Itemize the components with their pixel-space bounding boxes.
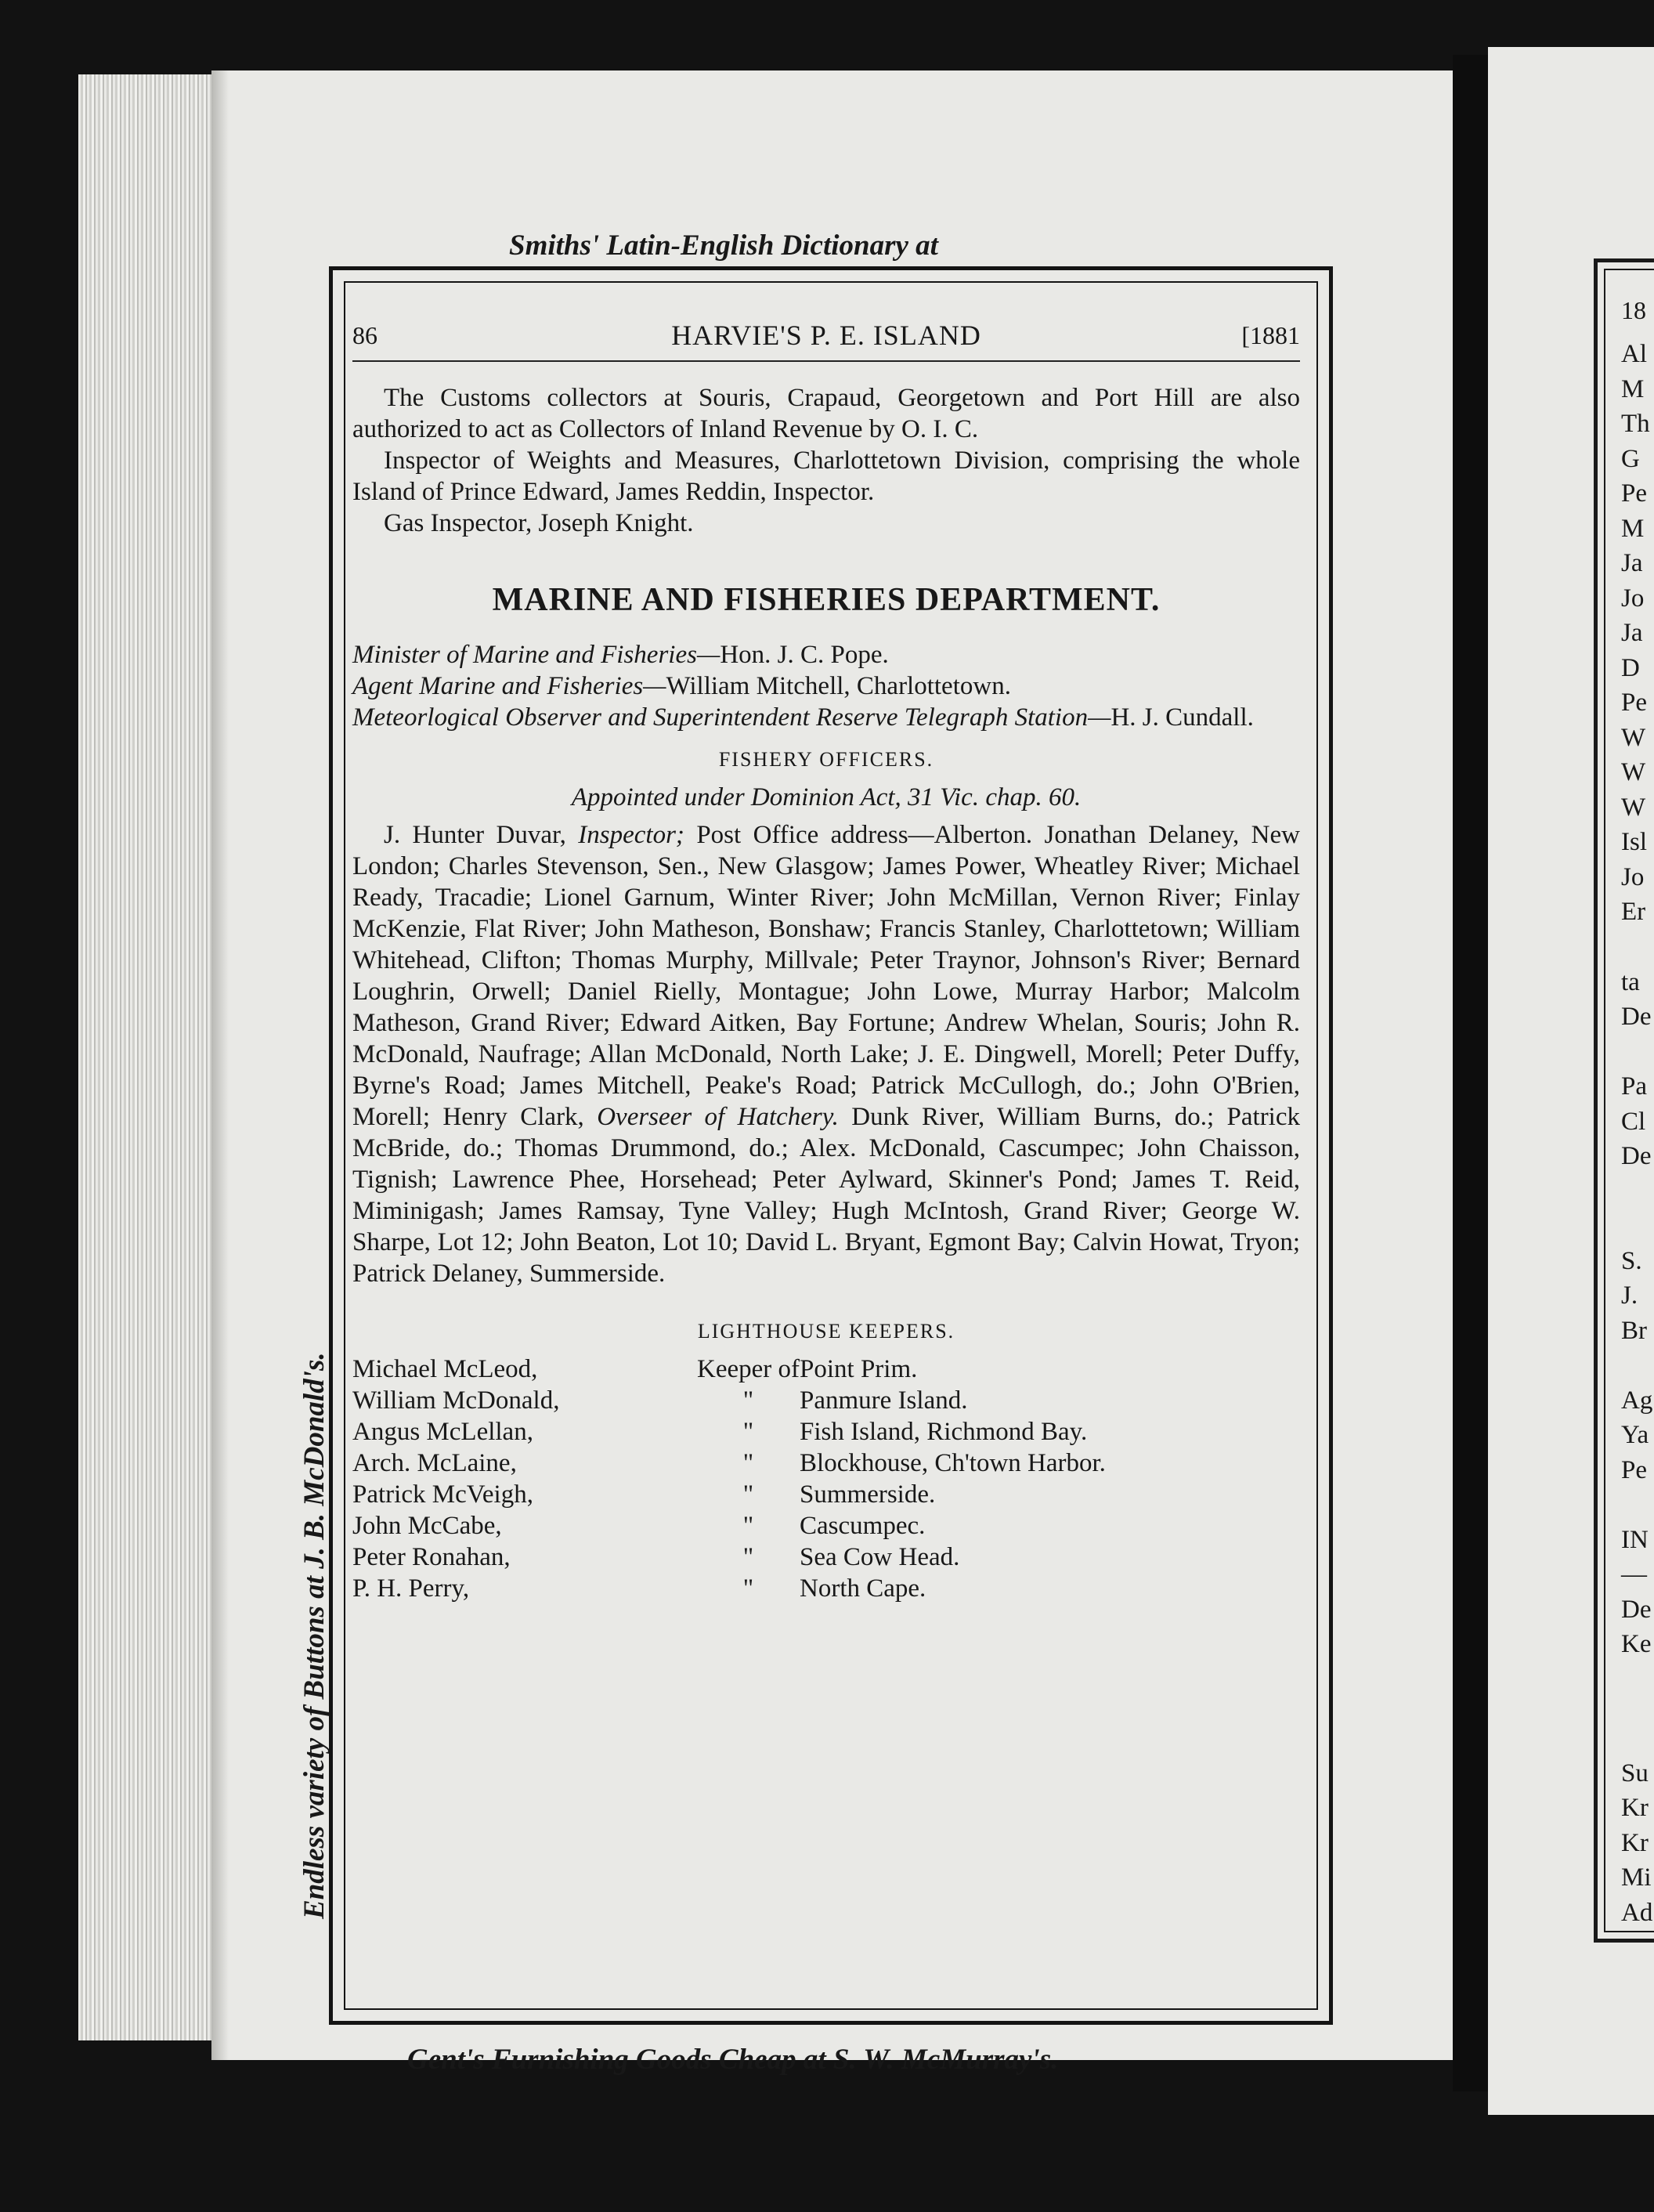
adjacent-line: Jo [1621,584,1645,613]
adjacent-line: Ya [1621,1421,1649,1449]
page-content [352,320,1300,1604]
keeper-row [352,1573,1300,1604]
fishery-text-mid: Post Office address—Alberton. Jonathan Delaney, New London; Charles Stevenson, Sen., New Glasgow; James Power, Wheatley River; Michael Ready, Tracadie; Lionel Garnum, Winter River; John McMillan, Vernon River; Finlay McKenzie, Flat River; John Matheson, Bonshaw; Francis Stanley, Charlottetown; William Whitehead, Clifton; Thomas Murphy, Millvale; Peter Traynor, Johnson's River; Bernard Loughrin, Orwell; Daniel Rielly, Montague; John Lowe, Murray Harbor; Malcolm Matheson, Grand River; Edward Aitken, Bay Fortune; Andrew Whelan, Souris; John R. McDonald, Naufrage; Allan McDonald, North Lake; J. E. Dingwell, Morell; Peter Duffy, Byrne's Road; James Mitchell, Peake's Road; Patrick McCullogh, do.; John O'Brien, Morell; Henry Clark, [352,821,1300,1131]
side-advertisement: Endless variety of Buttons at J. B. McDonald's. [298,1352,330,1919]
keeper-name: William McDonald, [352,1386,560,1415]
adjacent-line: Kr [1621,1828,1649,1857]
adjacent-line: W [1621,793,1646,822]
adjacent-line: Pe [1621,1455,1647,1484]
adjacent-line [1621,1174,1652,1209]
keeper-name: Patrick McVeigh, [352,1480,533,1509]
keeper-role: " [742,1574,754,1603]
keeper-name: John McCabe, [352,1512,502,1540]
minister-entry [352,639,1300,670]
adjacent-line: De [1621,1142,1652,1170]
overseer-role: Overseer of Hatchery. [597,1103,839,1131]
adjacent-line: Cl [1621,1107,1646,1136]
fishery-text-end: Dunk River, William Burns, do.; Patrick McBride, do.; Thomas Drummond, do.; Alex. McDonald, Cascumpec; John Chaisson, Tignish; Lawrence Phee, Horsehead; Peter Aylward, Skinner's Pond; James T. Reid, Miminigash; James Ramsay, Tyne Valley; Hugh McIntosh, Grand River; George W. Sharpe, Lot 12; John Beaton, Lot 10; David L. Bryant, Egmont Bay; Calvin Howat, Tryon; Patrick Delaney, Summerside. [352,1103,1300,1288]
keeper-place: Point Prim. [800,1355,918,1383]
minister-role: Minister of Marine and Fisheries— [352,641,720,669]
adjacent-line: Th [1621,410,1650,438]
observer-role: Meteorlogical Observer and Superintendent Reserve Telegraph Station— [352,703,1111,732]
adjacent-line: IN [1621,1525,1649,1554]
gas-paragraph: Gas Inspector, Joseph Knight. [384,509,694,537]
adjacent-line: S. [1621,1246,1642,1275]
adjacent-line [1621,1035,1652,1070]
keeper-place: Blockhouse, Ch'town Harbor. [800,1449,1106,1477]
keeper-role: " [742,1543,754,1571]
fishery-officers-list [352,819,1300,1289]
fishery-heading: FISHERY OFFICERS. [718,748,934,771]
adjacent-line: G [1621,444,1640,473]
adjacent-line: Ja [1621,619,1643,647]
adjacent-line: Isl [1621,828,1647,856]
keeper-place: Summerside. [800,1480,936,1509]
keeper-role: " [742,1386,754,1415]
minister-name: Hon. J. C. Pope. [720,641,889,669]
adjacent-line [1621,1209,1652,1244]
adjacent-line: M [1621,374,1645,403]
keeper-name: Peter Ronahan, [352,1543,511,1571]
adjacent-line: W [1621,723,1646,752]
keeper-role: " [742,1512,754,1540]
book-gutter [1453,55,1488,2091]
observer-entry [352,702,1300,733]
adjacent-line [1621,1487,1652,1523]
keeper-role: " [742,1418,754,1446]
keeper-place: Panmure Island. [800,1386,968,1415]
adjacent-line: Mi [1621,1863,1652,1892]
keeper-place: North Cape. [800,1574,926,1603]
keeper-row [352,1510,1300,1542]
agent-entry [352,670,1300,702]
keeper-row [352,1416,1300,1448]
keeper-name: P. H. Perry, [352,1574,470,1603]
top-advertisement: Smiths' Latin-English Dictionary at [509,230,938,262]
page-header [352,320,1300,362]
adjacent-page [1488,47,1654,2115]
adjacent-page-number: 18 [1621,296,1646,324]
adjacent-line: J. [1621,1281,1638,1310]
keeper-place: Fish Island, Richmond Bay. [800,1418,1088,1446]
keeper-place: Cascumpec. [800,1512,926,1540]
adjacent-line: Pe [1621,689,1647,717]
year: [1881 [1241,321,1300,349]
keeper-row [352,1479,1300,1510]
adjacent-line: De [1621,1595,1652,1624]
keeper-name: Angus McLellan, [352,1418,533,1446]
observer-name: H. J. Cundall. [1110,703,1254,732]
adjacent-line: Jo [1621,862,1645,891]
keeper-row [352,1385,1300,1416]
section-heading: MARINE AND FISHERIES DEPARTMENT. [492,582,1161,618]
adjacent-line: ta [1621,967,1640,996]
keeper-row [352,1448,1300,1479]
adjacent-line: Ag [1621,1386,1653,1415]
adjacent-line: Ad [1621,1898,1653,1927]
adjacent-line: Al [1621,340,1647,368]
page-number: 86 [352,321,377,349]
adjacent-line: D [1621,653,1640,682]
running-title: HARVIE'S P. E. ISLAND [671,320,981,351]
keeper-role: Keeper of [697,1355,800,1383]
adjacent-line: Pe [1621,479,1647,508]
lighthouse-keepers-table [352,1354,1300,1604]
adjacent-line: Ja [1621,549,1643,577]
adjacent-line: Kr [1621,1794,1649,1822]
lighthouse-heading: LIGHTHOUSE KEEPERS. [697,1320,955,1343]
adjacent-page-text [1621,337,1652,1930]
keeper-row [352,1542,1300,1573]
agent-name: William Mitchell, Charlottetown. [666,672,1011,700]
adjacent-line [1621,1348,1652,1383]
adjacent-line: Su [1621,1758,1649,1787]
fishery-note: Appointed under Dominion Act, 31 Vic. chap. 60. [571,783,1082,811]
adjacent-line: W [1621,758,1646,786]
adjacent-line: — [1621,1560,1647,1589]
adjacent-line: Pa [1621,1072,1647,1101]
keeper-name: Arch. McLaine, [352,1449,517,1477]
adjacent-line: Er [1621,898,1646,926]
customs-paragraph: The Customs collectors at Souris, Crapaud, Georgetown and Port Hill are also authorized to act as Collectors of Inland Revenue by O. I. C. [352,384,1300,443]
keeper-row [352,1354,1300,1385]
adjacent-line: De [1621,1003,1652,1031]
keeper-name: Michael McLeod, [352,1355,538,1383]
page-edges [78,74,211,2040]
inspector-role: Inspector; [578,821,684,849]
bottom-advertisement: Gent's Furnishing Goods Cheap at S. W. McMurray's. [407,2044,1059,2076]
adjacent-line: Br [1621,1316,1647,1345]
keeper-place: Sea Cow Head. [800,1543,960,1571]
keeper-role: " [742,1449,754,1477]
keeper-role: " [742,1480,754,1509]
weights-paragraph: Inspector of Weights and Measures, Charlottetown Division, comprising the whole Island of Prince Edward, James Reddin, Inspector. [352,446,1300,506]
adjacent-line: M [1621,514,1645,543]
adjacent-line: Ke [1621,1630,1652,1658]
agent-role: Agent Marine and Fisheries— [352,672,666,700]
fishery-text-start: J. Hunter Duvar, [384,821,579,849]
